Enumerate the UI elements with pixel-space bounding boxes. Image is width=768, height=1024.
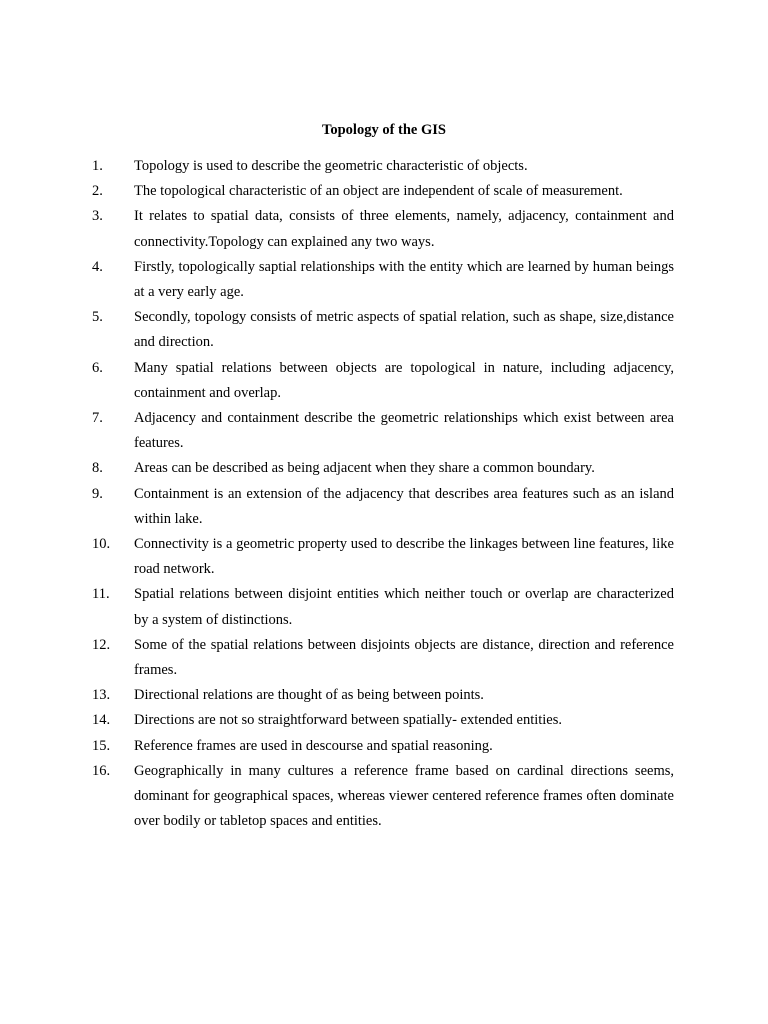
item-text: Directional relations are thought of as being between points. (134, 687, 484, 704)
item-text: Containment is an extension of the adjacency that describes area features such as an island within lake. (134, 485, 674, 527)
list-item (92, 154, 674, 179)
list-item (92, 204, 674, 254)
item-number: 6. (92, 359, 103, 376)
item-number: 10. (92, 536, 111, 553)
list-item (92, 759, 674, 835)
item-number: 14. (92, 712, 111, 729)
list-item (92, 708, 674, 733)
item-number: 4. (92, 258, 103, 275)
item-text: The topological characteristic of an object are independent of scale of measurement. (134, 183, 623, 200)
item-text: Geographically in many cultures a reference frame based on cardinal directions seems, dominant for geographical spaces, whereas viewer centered reference frames often dominate over bodily or tabletop spaces and entities. (134, 762, 674, 830)
list-item (92, 305, 674, 355)
item-number: 3. (92, 208, 103, 225)
list-item (92, 683, 674, 708)
list-item (92, 734, 674, 759)
item-number: 15. (92, 737, 111, 754)
list-item (92, 179, 674, 204)
list-item (92, 255, 674, 305)
item-text: Connectivity is a geometric property used to describe the linkages between line features, like road network. (134, 536, 674, 578)
list-item (92, 633, 674, 683)
list-item (92, 356, 674, 406)
item-text: Areas can be described as being adjacent when they share a common boundary. (134, 460, 595, 477)
list-item (92, 482, 674, 532)
list-item (92, 456, 674, 481)
item-number: 11. (92, 586, 110, 603)
item-number: 2. (92, 183, 103, 200)
item-text: Topology is used to describe the geometric characteristic of objects. (134, 158, 528, 174)
item-number: 16. (92, 762, 111, 779)
item-text: Firstly, topologically saptial relationships with the entity which are learned by human beings at a very early age. (134, 258, 674, 301)
list-item (92, 582, 674, 632)
item-number: 12. (92, 636, 111, 653)
document-title: Topology of the GIS (322, 122, 446, 138)
item-text: Adjacency and containment describe the geometric relationships which exist between area features. (134, 410, 674, 452)
item-number: 1. (92, 158, 103, 174)
item-number: 5. (92, 309, 103, 326)
numbered-list (92, 154, 674, 834)
item-number: 7. (92, 410, 103, 427)
item-number: 8. (92, 460, 103, 477)
item-text: It relates to spatial data, consists of three elements, namely, adjacency, containment and connectivity.Topology can explained any two ways. (134, 208, 674, 250)
list-item (92, 406, 674, 456)
item-text: Many spatial relations between objects are topological in nature, including adjacency, containment and overlap. (134, 359, 674, 401)
item-text: Reference frames are used in descourse and spatial reasoning. (134, 737, 493, 754)
item-text: Directions are not so straightforward between spatially- extended entities. (134, 712, 563, 729)
item-number: 13. (92, 687, 111, 704)
item-number: 9. (92, 485, 103, 502)
item-text: Some of the spatial relations between disjoints objects are distance, direction and reference frames. (134, 636, 674, 679)
item-text: Spatial relations between disjoint entities which neither touch or overlap are characterized by a system of distinctions. (134, 586, 674, 628)
list-item (92, 532, 674, 582)
item-text: Secondly, topology consists of metric aspects of spatial relation, such as shape, size,distance and direction. (134, 309, 674, 351)
